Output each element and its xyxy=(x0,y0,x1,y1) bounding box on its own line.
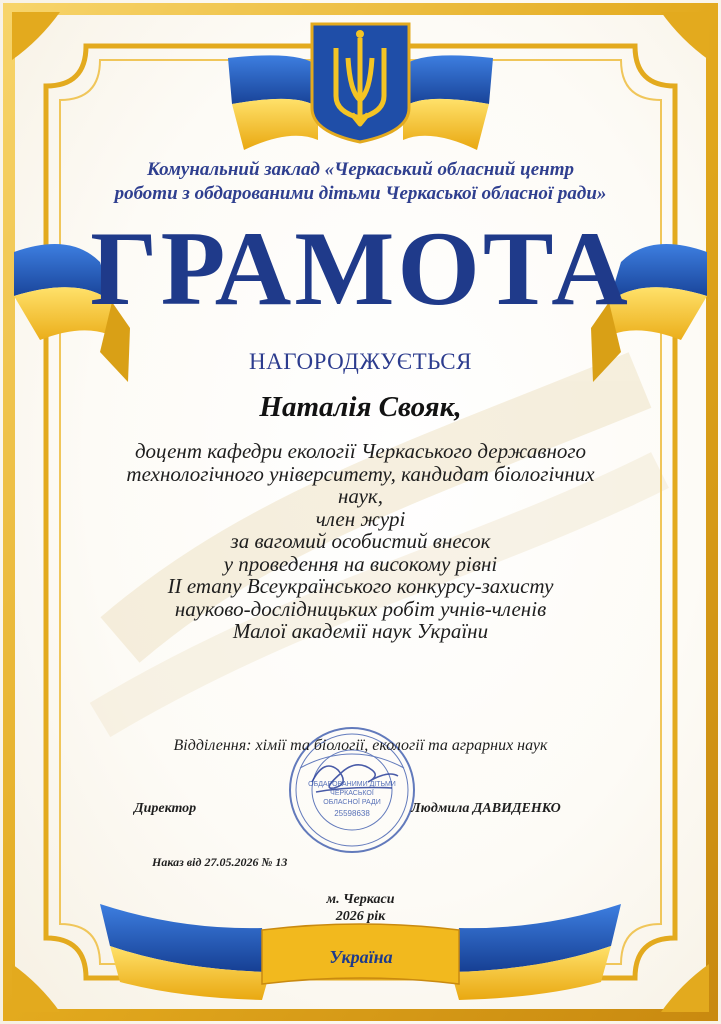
award-description xyxy=(0,440,721,643)
institution-line-1: Комунальний заклад «Черкаський обласний центр xyxy=(146,159,575,180)
description-line: доцент кафедри екології Черкаського державного xyxy=(134,439,587,463)
description-line: за вагомий особистий внесок xyxy=(230,529,491,553)
year: 2026 рік xyxy=(335,909,386,924)
description-line: Малої академії наук України xyxy=(232,619,489,643)
description-line: наук, xyxy=(337,484,384,508)
stamp-line-3: ОБЛАСНОЇ РАДИ xyxy=(323,799,381,806)
department: Відділення: хімії та біології, екології та аграрних наук xyxy=(173,737,548,754)
order-reference: Наказ від 27.05.2026 № 13 xyxy=(152,855,288,869)
awarded-label: НАГОРОДЖУЄТЬСЯ xyxy=(249,349,472,374)
stamp-line-1: ОБДАРОВАНИМИ ДІТЬМИ xyxy=(308,781,396,788)
description-line: ІІ етапу Всеукраїнського конкурсу-захисту xyxy=(167,574,554,598)
stamp-line-2: ЧЕРКАСЬКОЇ xyxy=(330,790,374,797)
coat-of-arms-icon xyxy=(312,24,409,142)
description-line: у проведення на високому рівні xyxy=(223,551,498,576)
description-line: член журі xyxy=(315,506,406,531)
certificate-title: ГРАМОТА xyxy=(90,210,631,327)
stamp-text xyxy=(304,780,400,818)
institution-name xyxy=(0,158,721,206)
institution-line-2: роботи з обдарованими дітьми Черкаської обласної ради» xyxy=(114,183,607,204)
description-line: науково-дослідницьких робіт учнів-членів xyxy=(174,596,547,621)
director-name: Людмила ДАВИДЕНКО xyxy=(411,801,561,816)
recipient-name: Наталія Свояк, xyxy=(259,391,462,423)
city: м. Черкаси xyxy=(326,892,395,907)
description-line: технологічного університету, кандидат біологічних xyxy=(126,461,595,486)
stamp-code: 25598638 xyxy=(334,809,370,818)
director-label: Директор xyxy=(134,801,197,816)
country-ribbon-label: Україна xyxy=(329,947,393,967)
place-and-year xyxy=(0,891,721,925)
